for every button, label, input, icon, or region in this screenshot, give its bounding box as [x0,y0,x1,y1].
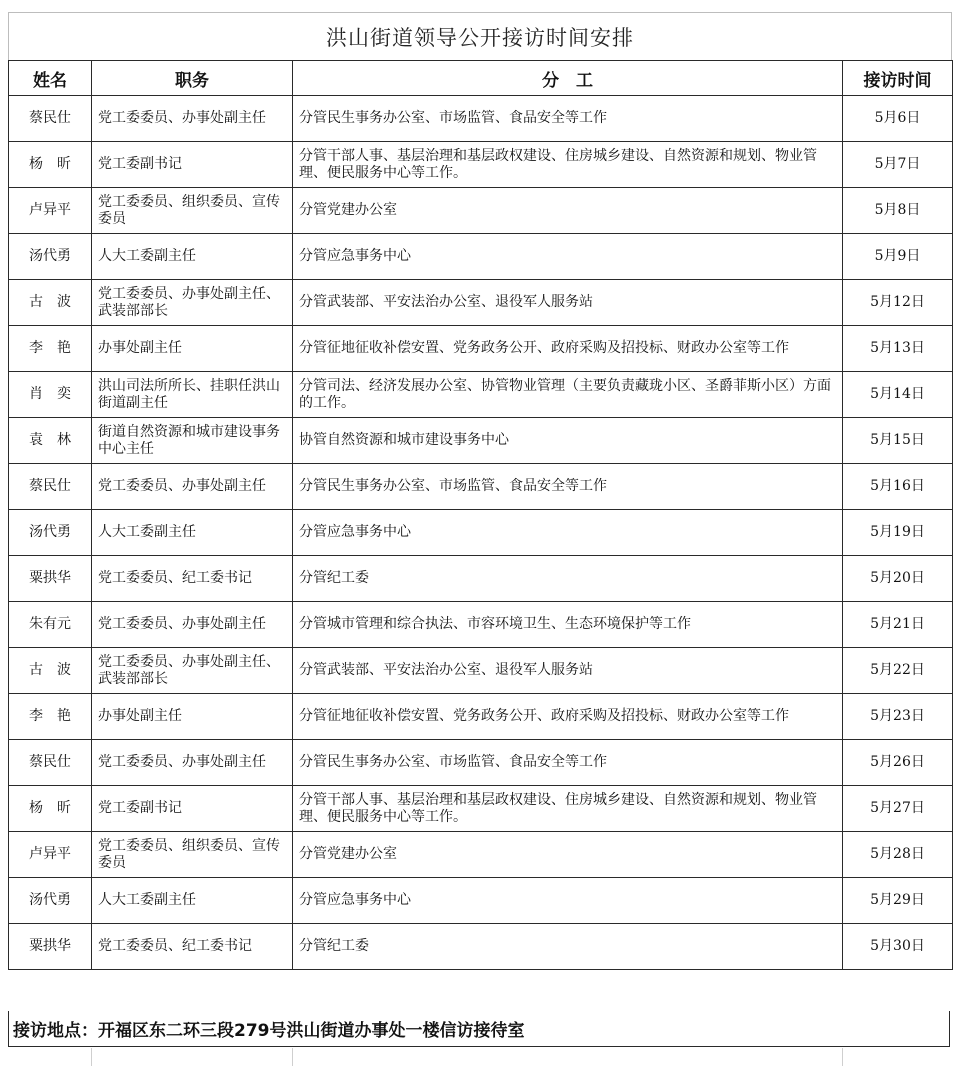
cell-date: 5月21日 [843,602,953,648]
cell-duty: 分管干部人事、基层治理和基层政权建设、住房城乡建设、自然资源和规划、物业管理、便民服务中心等工作。 [293,786,843,832]
cell-post: 党工委委员、办事处副主任、武装部部长 [92,648,293,694]
table-row [9,464,953,510]
cell-duty: 分管城市管理和综合执法、市容环境卫生、生态环境保护等工作 [293,602,843,648]
cell-name: 古 波 [9,280,92,326]
cell-name: 卢异平 [9,188,92,234]
table-row [9,694,953,740]
cell-post: 党工委委员、办事处副主任、武装部部长 [92,280,293,326]
cell-date: 5月8日 [843,188,953,234]
cell-name: 袁 林 [9,418,92,464]
header-date: 接访时间 [843,61,953,96]
cell-post: 洪山司法所所长、挂职任洪山街道副主任 [92,372,293,418]
cell-duty: 分管武装部、平安法治办公室、退役军人服务站 [293,280,843,326]
cell-post: 办事处副主任 [92,694,293,740]
table-row [9,418,953,464]
table-row [9,740,953,786]
cell-date: 5月26日 [843,740,953,786]
cell-post: 党工委委员、纪工委书记 [92,556,293,602]
cell-date: 5月13日 [843,326,953,372]
cell-duty: 分管应急事务中心 [293,878,843,924]
table-row [9,510,953,556]
cell-post: 党工委委员、办事处副主任 [92,464,293,510]
cell-duty: 分管征地征收补偿安置、党务政务公开、政府采购及招投标、财政办公室等工作 [293,694,843,740]
grid-line [842,1048,843,1066]
table-row [9,280,953,326]
table-row [9,556,953,602]
cell-name: 汤代勇 [9,510,92,556]
cell-date: 5月9日 [843,234,953,280]
cell-date: 5月14日 [843,372,953,418]
cell-duty: 分管纪工委 [293,924,843,970]
cell-duty: 分管党建办公室 [293,188,843,234]
cell-duty: 分管干部人事、基层治理和基层政权建设、住房城乡建设、自然资源和规划、物业管理、便民服务中心等工作。 [293,142,843,188]
cell-name: 汤代勇 [9,878,92,924]
cell-post: 党工委副书记 [92,142,293,188]
cell-name: 李 艳 [9,694,92,740]
cell-duty: 分管司法、经济发展办公室、协管物业管理（主要负责藏珑小区、圣爵菲斯小区）方面的工作。 [293,372,843,418]
schedule-table [8,60,953,970]
table-row [9,602,953,648]
sheet-title: 洪山街道领导公开接访时间安排 [8,12,952,61]
cell-post: 人大工委副主任 [92,234,293,280]
cell-duty: 分管民生事务办公室、市场监管、食品安全等工作 [293,464,843,510]
cell-duty: 分管民生事务办公室、市场监管、食品安全等工作 [293,740,843,786]
table-row [9,786,953,832]
cell-post: 街道自然资源和城市建设事务中心主任 [92,418,293,464]
cell-date: 5月15日 [843,418,953,464]
cell-date: 5月7日 [843,142,953,188]
cell-duty: 分管民生事务办公室、市场监管、食品安全等工作 [293,96,843,142]
cell-date: 5月12日 [843,280,953,326]
cell-post: 党工委委员、办事处副主任 [92,740,293,786]
cell-date: 5月28日 [843,832,953,878]
grid-line [292,1048,293,1066]
cell-name: 蔡民仕 [9,740,92,786]
reception-location: 接访地点：开福区东二环三段279号洪山街道办事处一楼信访接待室 [8,1011,950,1047]
cell-name: 肖 奕 [9,372,92,418]
cell-name: 杨 昕 [9,786,92,832]
table-row [9,142,953,188]
cell-post: 人大工委副主任 [92,510,293,556]
cell-date: 5月20日 [843,556,953,602]
cell-name: 蔡民仕 [9,464,92,510]
cell-duty: 分管武装部、平安法治办公室、退役军人服务站 [293,648,843,694]
cell-date: 5月30日 [843,924,953,970]
cell-name: 李 艳 [9,326,92,372]
cell-duty: 分管纪工委 [293,556,843,602]
cell-name: 蔡民仕 [9,96,92,142]
cell-duty: 分管征地征收补偿安置、党务政务公开、政府采购及招投标、财政办公室等工作 [293,326,843,372]
header-name: 姓名 [9,61,92,96]
cell-post: 党工委委员、办事处副主任 [92,602,293,648]
cell-post: 党工委委员、组织委员、宣传委员 [92,188,293,234]
cell-duty: 分管应急事务中心 [293,510,843,556]
cell-post: 办事处副主任 [92,326,293,372]
header-post: 职务 [92,61,293,96]
grid-line [91,1048,92,1066]
cell-date: 5月19日 [843,510,953,556]
header-duty: 分 工 [293,61,843,96]
table-row [9,832,953,878]
header-row [9,61,953,96]
cell-name: 朱有元 [9,602,92,648]
table-row [9,326,953,372]
cell-name: 粟拱华 [9,556,92,602]
cell-name: 卢异平 [9,832,92,878]
table-row [9,372,953,418]
cell-date: 5月29日 [843,878,953,924]
cell-post: 党工委委员、组织委员、宣传委员 [92,832,293,878]
cell-post: 党工委委员、纪工委书记 [92,924,293,970]
cell-date: 5月16日 [843,464,953,510]
table-row [9,188,953,234]
cell-post: 党工委副书记 [92,786,293,832]
cell-name: 杨 昕 [9,142,92,188]
cell-name: 粟拱华 [9,924,92,970]
cell-post: 党工委委员、办事处副主任 [92,96,293,142]
table-row [9,878,953,924]
cell-duty: 协管自然资源和城市建设事务中心 [293,418,843,464]
cell-date: 5月6日 [843,96,953,142]
cell-post: 人大工委副主任 [92,878,293,924]
cell-date: 5月22日 [843,648,953,694]
table-row [9,234,953,280]
cell-date: 5月27日 [843,786,953,832]
cell-duty: 分管党建办公室 [293,832,843,878]
cell-date: 5月23日 [843,694,953,740]
table-row [9,648,953,694]
cell-duty: 分管应急事务中心 [293,234,843,280]
table-row [9,924,953,970]
schedule-sheet [8,12,952,1052]
table-row [9,96,953,142]
cell-name: 古 波 [9,648,92,694]
cell-name: 汤代勇 [9,234,92,280]
